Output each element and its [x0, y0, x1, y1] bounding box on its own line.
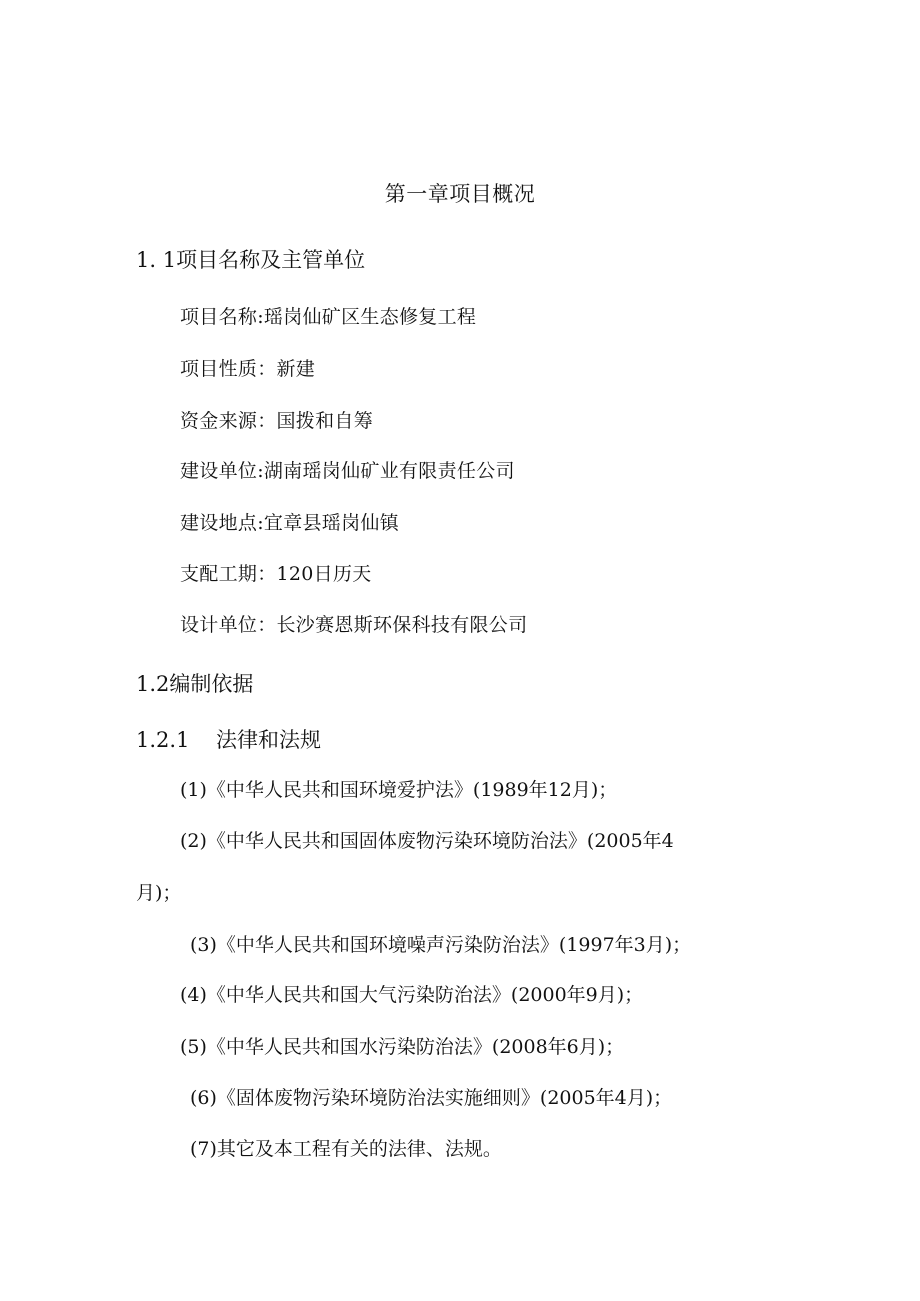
law-item-4: (4)《中华人民共和国大气污染防治法》(2000年9月)；	[180, 984, 644, 1006]
field-construction-unit: 建设单位:湖南瑶岗仙矿业有限责任公司	[180, 460, 515, 482]
section-heading-1-2-1	[136, 730, 321, 751]
section-heading-1-2: 1.2编制依据	[136, 672, 254, 696]
chapter-title: 第一章项目概况	[384, 182, 536, 206]
field-funding-source: 资金来源：国拨和自筹	[180, 410, 374, 432]
field-design-unit: 设计单位：长沙赛恩斯环保科技有限公司	[180, 614, 528, 636]
subsection-title: 法律和法规	[216, 728, 321, 752]
law-item-2: (2)《中华人民共和国固体废物污染环境防治法》(2005年4	[180, 830, 674, 852]
field-construction-period: 支配工期：120日历天	[180, 563, 372, 585]
law-item-3: (3)《中华人民共和国环境噪声污染防治法》(1997年3月)；	[190, 934, 692, 956]
field-project-name: 项目名称:瑶岗仙矿区生态修复工程	[180, 306, 477, 328]
field-project-nature: 项目性质：新建	[180, 358, 316, 380]
section-heading-1-1: 1. 1项目名称及主管单位	[136, 248, 366, 272]
law-item-1: (1)《中华人民共和国环境爱护法》(1989年12月)；	[180, 779, 618, 801]
field-construction-site: 建设地点:宜章县瑶岗仙镇	[180, 512, 400, 534]
subsection-number: 1.2.1	[136, 728, 190, 752]
law-item-2-continuation: 月)；	[136, 882, 182, 904]
law-item-6: (6)《固体废物污染环境防治法实施细则》(2005年4月)；	[190, 1087, 673, 1109]
law-item-5: (5)《中华人民共和国水污染防治法》(2008年6月)；	[180, 1036, 625, 1058]
law-item-7: (7)其它及本工程有关的法律、法规。	[190, 1138, 502, 1160]
